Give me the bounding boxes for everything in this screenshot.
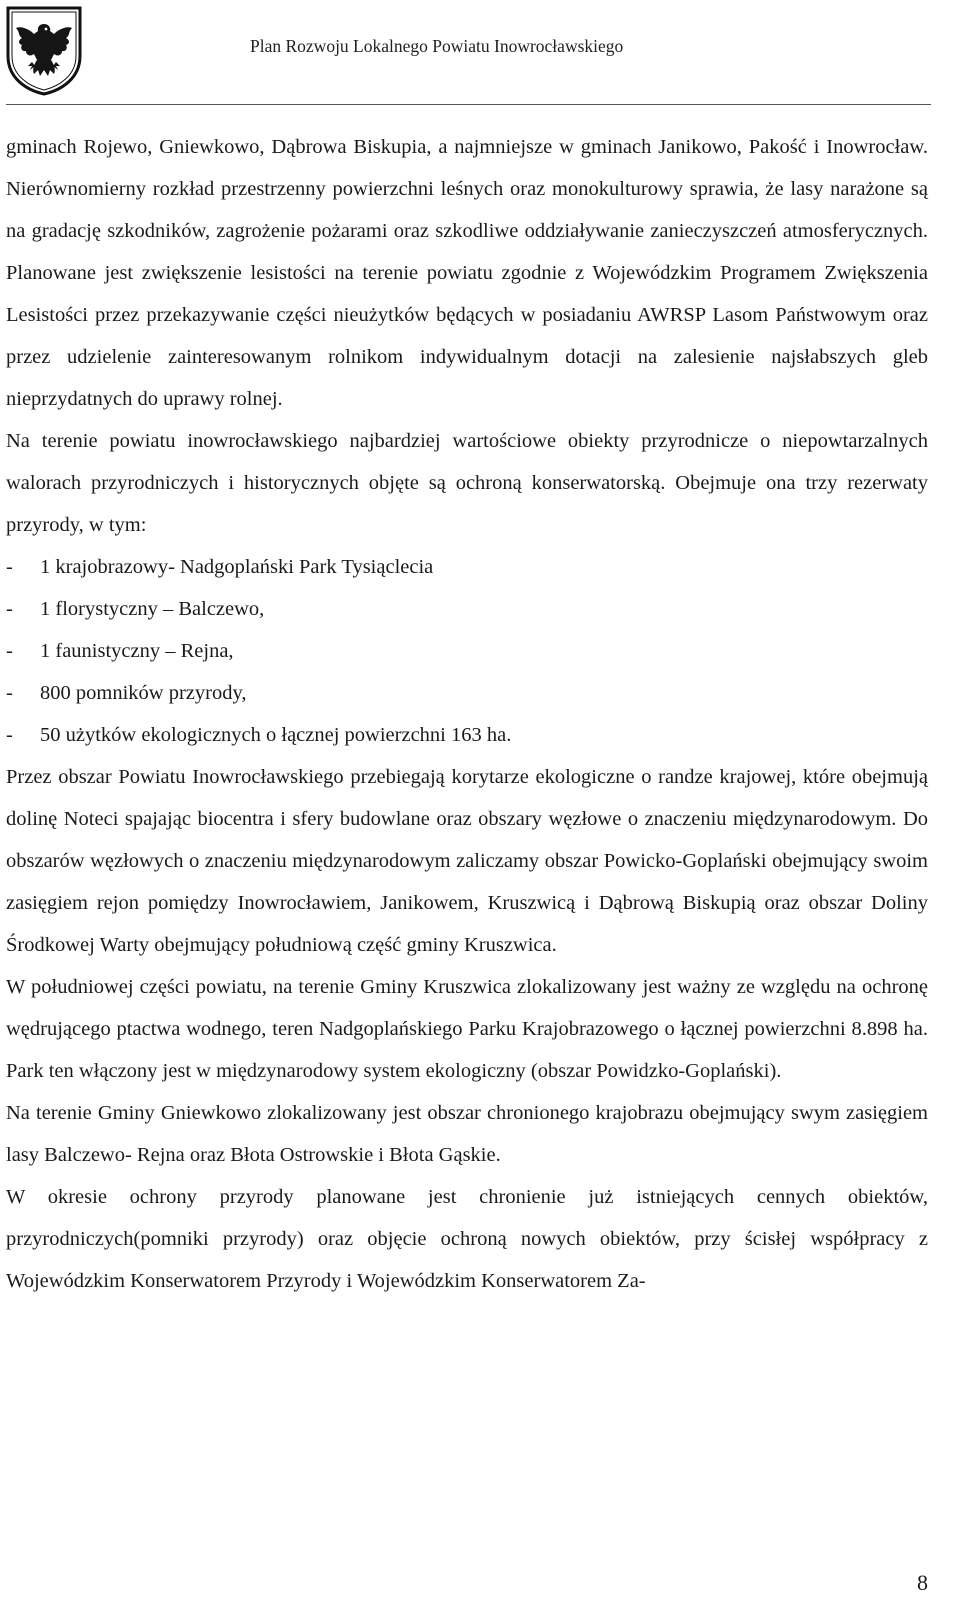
list-item: - 1 krajobrazowy- Nadgoplański Park Tysiąclecia [6, 546, 928, 588]
header-divider [6, 104, 931, 105]
eagle-crest-icon [4, 4, 84, 96]
list-item: - 1 faunistyczny – Rejna, [6, 630, 928, 672]
document-body [6, 126, 928, 1302]
list-dash: - [6, 682, 13, 704]
list-dash: - [6, 724, 13, 746]
paragraph-afforestation: gminach Rojewo, Gniewkowo, Dąbrowa Biskupia, a najmniejsze w gminach Janikowo, Pakość i Inowrocław. Nierównomierny rozkład przestrzenny powierzchni leśnych oraz monokulturowy sprawia, że lasy narażone są na gradację szkodników, zagrożenie pożarami oraz szkodliwe oddziaływanie zanieczyszczeń atmosferycznych. Planowane jest zwiększenie lesistości na terenie powiatu zgodnie z Wojewódzkim Programem Zwiększenia Lesistości przez przekazywanie części nieużytków będących w posiadaniu AWRSP Lasom Państwowym oraz przez udzielenie zainteresowanym rolnikom indywidualnym dotacji na zalesienie najsłabszych gleb nieprzydatnych do uprawy rolnej. [6, 136, 928, 410]
list-dash: - [6, 640, 13, 662]
list-item: - 1 florystyczny – Balczewo, [6, 588, 928, 630]
list-dash: - [6, 598, 13, 620]
document-title: Plan Rozwoju Lokalnego Powiatu Inowrocławskiego [250, 36, 624, 56]
paragraph-ecological-corridors: Przez obszar Powiatu Inowrocławskiego przebiegają korytarze ekologiczne o randze krajowej, które obejmują dolinę Noteci spajając biocentra i sfery budowlane oraz obszary węzłowe o znaczeniu międzynarodowym. Do obszarów węzłowych o znaczeniu międzynarodowym zaliczamy obszar Powicko-Goplański obejmujący swoim zasięgiem rejon pomiędzy Inowrocławiem, Janikowem, Kruszwicą i Dąbrową Biskupią oraz obszar Doliny Środkowej Warty obejmujący południową część gminy Kruszwica. [6, 766, 928, 956]
reserves-list [6, 546, 928, 756]
paragraph-nature-protection: W okresie ochrony przyrody planowane jest chronienie już istniejących cennych obiektów, przyrodniczych(pomniki przyrody) oraz objęcie ochroną nowych obiektów, przy ścisłej współpracy z Wojewódzkim Konserwatorem Przyrody i Wojewódzkim Konserwatorem Za- [6, 1186, 928, 1292]
page-number: 8 [917, 1570, 928, 1595]
paragraph-protected-landscape: Na terenie Gminy Gniewkowo zlokalizowany jest obszar chronionego krajobrazu obejmujący swym zasięgiem lasy Balczewo- Rejna oraz Błota Ostrowskie i Błota Gąskie. [6, 1102, 928, 1166]
list-item: - 800 pomników przyrody, [6, 672, 928, 714]
page-header [0, 0, 960, 110]
paragraph-protected-objects: Na terenie powiatu inowrocławskiego najbardziej wartościowe obiekty przyrodnicze o niepowtarzalnych walorach przyrodniczych i historycznych objęte są ochroną konserwatorską. Obejmuje ona trzy rezerwaty przyrody, w tym: [6, 430, 928, 536]
paragraph-landscape-park: W południowej części powiatu, na terenie Gminy Kruszwica zlokalizowany jest ważny ze względu na ochronę wędrującego ptactwa wodnego, teren Nadgoplańskiego Parku Krajobrazowego o łącznej powierzchni 8.898 ha. Park ten włączony jest w międzynarodowy system ekologiczny (obszar Powidzko-Goplański). [6, 976, 928, 1082]
list-dash: - [6, 556, 13, 578]
list-item: - 50 użytków ekologicznych o łącznej powierzchni 163 ha. [6, 714, 928, 756]
